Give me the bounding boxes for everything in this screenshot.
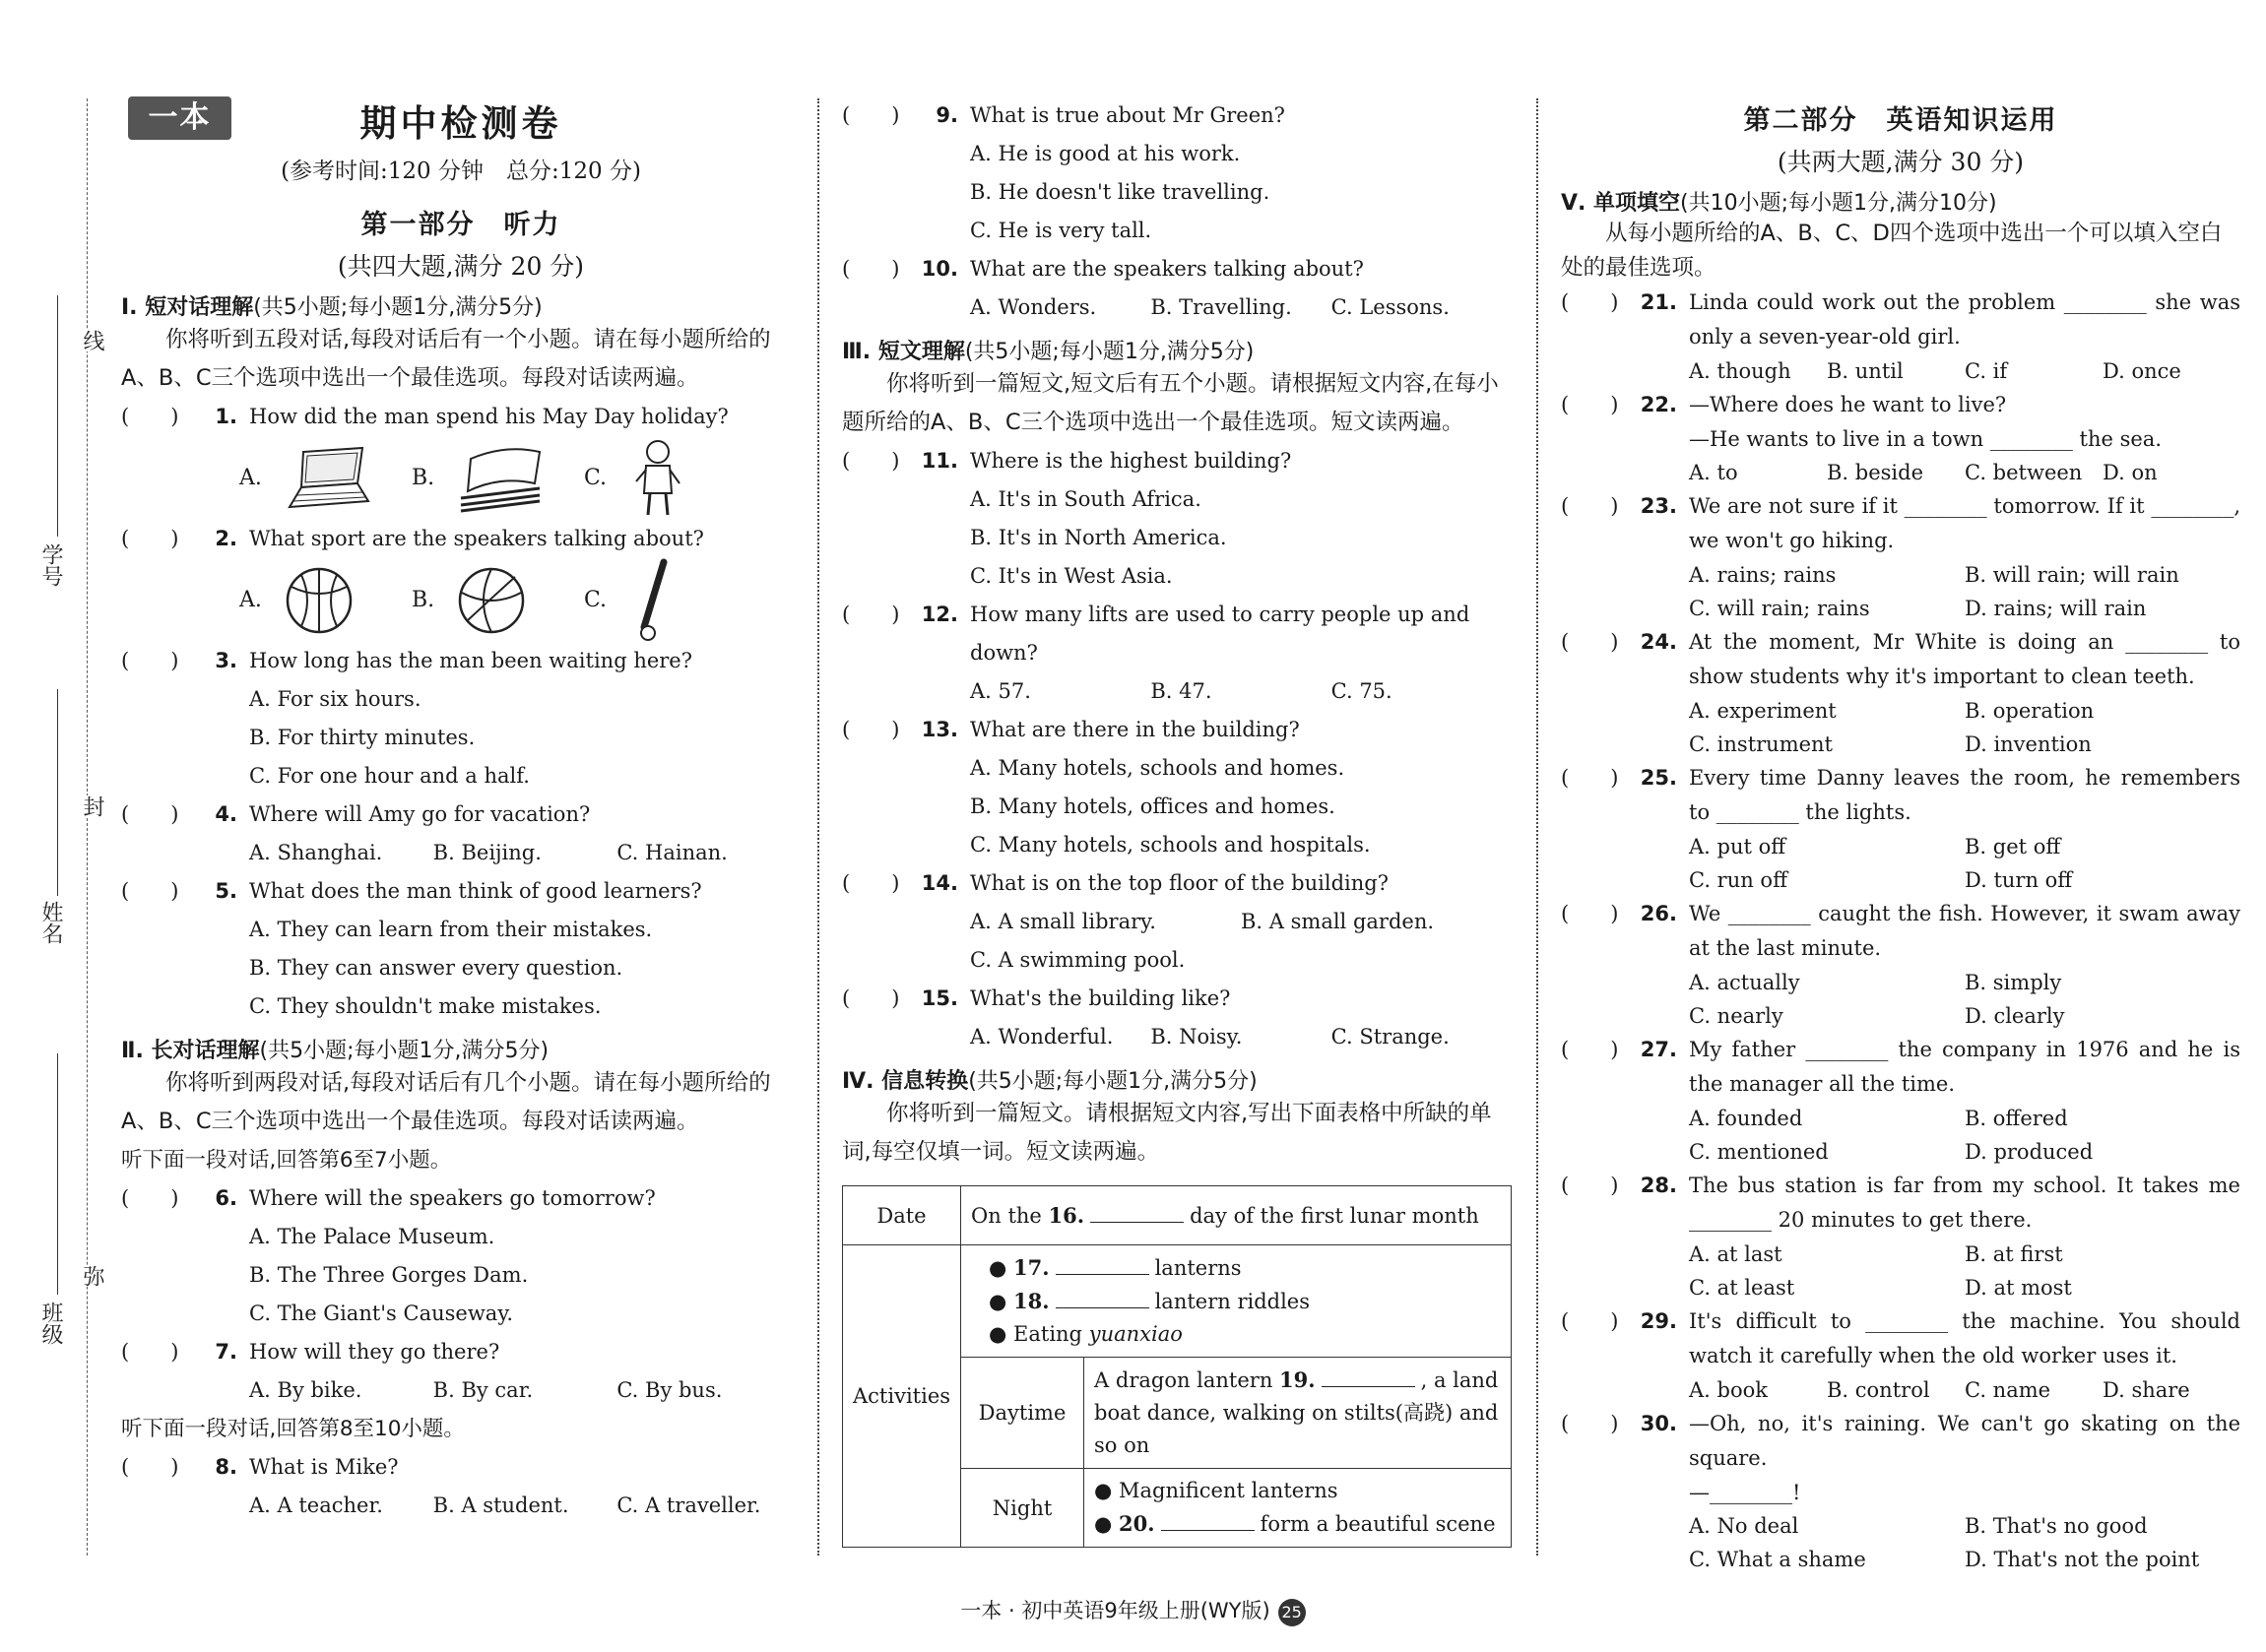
option-a[interactable]: A. rains; rains: [1689, 563, 1837, 587]
option-a[interactable]: A. put off: [1689, 835, 1786, 858]
option-c[interactable]: C. Many hotels, schools and hospitals.: [970, 833, 1371, 857]
q25-options-row1: [1561, 830, 2240, 863]
option-a[interactable]: A. The Palace Museum.: [249, 1225, 495, 1248]
q21-options: [1561, 354, 2240, 388]
answer-bracket[interactable]: ( ): [842, 871, 900, 895]
option-a[interactable]: A.: [239, 444, 412, 513]
option-d[interactable]: D. clearly: [1965, 1004, 2065, 1028]
option-a[interactable]: A. Shanghai.: [249, 841, 383, 864]
option-c[interactable]: C. if: [1965, 359, 2008, 383]
blank-18[interactable]: [1056, 1291, 1149, 1308]
option-d[interactable]: D. produced: [1965, 1140, 2094, 1164]
option-c[interactable]: C. By bus.: [616, 1378, 723, 1402]
footer-text: 一本 · 初中英语9年级上册(WY版): [960, 1599, 1270, 1622]
label-xuehao: 学号: [38, 543, 63, 587]
sub-instruction: 听下面一段对话,回答第8至10小题。: [121, 1417, 465, 1441]
blank-16[interactable]: [1090, 1205, 1184, 1223]
option-b[interactable]: B.: [412, 565, 584, 636]
option-a[interactable]: A. By bike.: [249, 1378, 362, 1402]
option-b[interactable]: B. 47.: [1150, 679, 1212, 703]
blank-19[interactable]: [1322, 1369, 1415, 1387]
question-3: ( ) 3. How long has the man been waiting here?: [121, 642, 801, 680]
question-13: ( ) 13. What are there in the building?: [842, 711, 1512, 749]
section-2-heading: Ⅱ. 长对话理解(共5小题;每小题1分,满分5分): [121, 1039, 550, 1063]
section-4-instructions: 你将听到一篇短文。请根据短文内容,写出下面表格中所缺的单词,每空仅填一词。短文读两遍。: [842, 1101, 1492, 1165]
option-a[interactable]: A. For six hours.: [249, 687, 421, 711]
option-a[interactable]: A. 57.: [970, 679, 1031, 703]
margin-mi: 弥: [77, 1265, 107, 1287]
option-d[interactable]: D. once: [2103, 359, 2181, 383]
option-a[interactable]: A. actually: [1689, 971, 1800, 994]
page-subtitle: (参考时间:120 分钟 总分:120 分): [281, 159, 641, 184]
section-4-heading: Ⅳ. 信息转换(共5小题;每小题1分,满分5分): [842, 1069, 1258, 1094]
option-c[interactable]: C. Hainan.: [616, 841, 728, 864]
option-b[interactable]: B.: [412, 444, 584, 513]
column-2: [842, 96, 1512, 1548]
option-a[interactable]: A. founded: [1689, 1107, 1803, 1130]
section-2-instructions: 你将听到两段对话,每段对话后有几个小题。请在每小题所给的A、B、C三个选项中选出一个最佳选项。每段对话读两遍。: [121, 1070, 771, 1134]
q12-options: [842, 672, 1512, 711]
q24-options-row1: [1561, 694, 2240, 728]
binding-margin: [0, 0, 104, 1652]
option-b[interactable]: B. That's no good: [1965, 1514, 2148, 1538]
sub-instruction: 听下面一段对话,回答第6至7小题。: [121, 1148, 452, 1173]
table-night-cell: ● Magnificent lanterns ● 20. form a beautiful scene: [1084, 1469, 1512, 1548]
bleachers-icon: [456, 444, 545, 513]
option-c[interactable]: C. Lessons.: [1330, 295, 1450, 319]
q23-options-row2: [1561, 592, 2240, 625]
answer-bracket[interactable]: ( ): [121, 1186, 179, 1210]
q30-line2: —________!: [1689, 1481, 1801, 1504]
option-c[interactable]: C. 75.: [1330, 679, 1392, 703]
option-b[interactable]: B. A small garden.: [1241, 910, 1435, 933]
option-d[interactable]: D. turn off: [1965, 868, 2073, 892]
option-c[interactable]: C. mentioned: [1689, 1140, 1829, 1164]
question-8: ( ) 8. What is Mike?: [121, 1448, 801, 1487]
page-title: 期中检测卷: [359, 101, 562, 145]
section-1-instructions: 你将听到五段对话,每段对话后有一个小题。请在每小题所给的A、B、C三个选项中选出一个最佳选项。每段对话读两遍。: [121, 327, 771, 391]
answer-bracket[interactable]: ( ): [1561, 1412, 1619, 1435]
option-c[interactable]: C. run off: [1689, 868, 1787, 892]
question-25: ( ) 25. Every time Danny leaves the room, he remembers to ________ the lights.: [1561, 761, 2240, 830]
column-1: [121, 94, 801, 1525]
option-a[interactable]: A. No deal: [1689, 1514, 1799, 1538]
question-9: ( ) 9. What is true about Mr Green?: [842, 96, 1512, 135]
option-d[interactable]: D. on: [2103, 461, 2158, 484]
question-26: ( ) 26. We ________ caught the fish. However, it swam away at the last minute.: [1561, 897, 2240, 966]
q26-options-row2: [1561, 999, 2240, 1033]
table-daytime-cell: A dragon lantern 19. , a land boat dance, walking on stilts(高跷) and so on: [1084, 1358, 1512, 1469]
option-c[interactable]: C. He is very tall.: [970, 219, 1152, 242]
option-b[interactable]: B. The Three Gorges Dam.: [249, 1263, 529, 1287]
option-b[interactable]: B. simply: [1965, 971, 2062, 994]
table-label-daytime: Daytime: [961, 1358, 1084, 1469]
q26-options-row1: [1561, 966, 2240, 999]
option-b[interactable]: B. will rain; will rain: [1965, 563, 2179, 587]
option-a[interactable]: A. though: [1689, 359, 1791, 383]
option-a[interactable]: A. to: [1689, 461, 1738, 484]
question-23: ( ) 23. We are not sure if it ________ tomorrow. If it ________, we won't go hiking.: [1561, 489, 2240, 558]
q22-line2: —He wants to live in a town ________ the sea.: [1689, 427, 2162, 451]
question-5: ( ) 5. What does the man think of good learners?: [121, 872, 801, 911]
option-a[interactable]: A. experiment: [1689, 699, 1837, 723]
q27-options-row1: [1561, 1102, 2240, 1135]
option-c[interactable]: C. They shouldn't make mistakes.: [249, 994, 602, 1018]
option-c[interactable]: C. For one hour and a half.: [249, 764, 530, 788]
info-table: [842, 1185, 1512, 1548]
answer-bracket[interactable]: ( ): [121, 1340, 179, 1364]
label-banji: 班级: [38, 1302, 63, 1345]
option-a[interactable]: A. Many hotels, schools and homes.: [970, 756, 1345, 780]
question-4: ( ) 4. Where will Amy go for vacation?: [121, 795, 801, 834]
option-d[interactable]: D. share: [2103, 1378, 2190, 1402]
title-block: [121, 94, 801, 185]
option-b[interactable]: B. Beijing.: [432, 841, 542, 864]
section-5-instructions: 从每小题所给的A、B、C、D四个选项中选出一个可以填入空白处的最佳选项。: [1561, 221, 2223, 281]
q15-options: [842, 1018, 1512, 1056]
page-footer: [0, 1595, 2266, 1626]
option-b[interactable]: B. until: [1827, 359, 1904, 383]
option-c[interactable]: C. instrument: [1689, 732, 1833, 756]
q24-options-row2: [1561, 728, 2240, 761]
answer-bracket[interactable]: ( ): [121, 527, 179, 550]
option-a[interactable]: A. at last: [1689, 1242, 1782, 1266]
q30-options-row1: [1561, 1509, 2240, 1543]
option-c[interactable]: C. at least: [1689, 1276, 1795, 1300]
answer-bracket[interactable]: ( ): [842, 603, 900, 626]
laptop-icon: [284, 444, 372, 513]
table-activities-cell: ● 17. lanterns ● 18. lantern riddles ● Eating yuanxiao: [961, 1245, 1512, 1358]
option-b[interactable]: B. A student.: [432, 1493, 569, 1517]
blank-17[interactable]: [1056, 1257, 1149, 1275]
question-15: ( ) 15. What's the building like?: [842, 980, 1512, 1018]
question-2: ( ) 2. What sport are the speakers talking about?: [121, 520, 801, 558]
answer-bracket[interactable]: ( ): [1561, 393, 1619, 416]
answer-bracket[interactable]: ( ): [1561, 902, 1619, 925]
section-3-instructions: 你将听到一篇短文,短文后有五个小题。请根据短文内容,在每小题所给的A、B、C三个选项中选出一个最佳选项。短文读两遍。: [842, 371, 1499, 435]
margin-xian: 线: [77, 330, 107, 351]
q4-options: [121, 834, 801, 872]
option-a[interactable]: A. A teacher.: [249, 1493, 383, 1517]
column-divider: [817, 98, 819, 1556]
option-c[interactable]: C. A traveller.: [616, 1493, 761, 1517]
answer-bracket[interactable]: ( ): [121, 802, 179, 826]
option-c[interactable]: C. nearly: [1689, 1004, 1783, 1028]
option-b[interactable]: B. get off: [1965, 835, 2061, 858]
option-b[interactable]: B. By car.: [432, 1378, 534, 1402]
option-d[interactable]: D. rains; will rain: [1965, 597, 2147, 620]
q2-options: [121, 558, 801, 642]
label-xingming: 姓名: [38, 901, 63, 944]
answer-bracket[interactable]: ( ): [842, 257, 900, 281]
option-c[interactable]: C. name: [1965, 1378, 2051, 1402]
column-3: [1561, 98, 2240, 1576]
option-b[interactable]: B. Noisy.: [1150, 1025, 1243, 1048]
q10-options: [842, 288, 1512, 327]
q1-options: [121, 436, 801, 520]
option-b[interactable]: B. at first: [1965, 1242, 2063, 1266]
answer-bracket[interactable]: ( ): [121, 879, 179, 903]
answer-bracket[interactable]: ( ): [1561, 1038, 1619, 1061]
page-number: 25: [1278, 1599, 1306, 1626]
basketball-icon: [284, 565, 355, 636]
option-b[interactable]: B. It's in North America.: [970, 526, 1227, 549]
answer-bracket[interactable]: ( ): [121, 649, 179, 672]
question-30: ( ) 30. —Oh, no, it's raining. We can't go skating on the square.: [1561, 1407, 2240, 1476]
column-divider: [1536, 98, 1538, 1556]
q28-options-row1: [1561, 1238, 2240, 1271]
option-c[interactable]: C. The Giant's Causeway.: [249, 1302, 514, 1325]
option-a[interactable]: A. They can learn from their mistakes.: [249, 918, 653, 941]
option-b[interactable]: B. operation: [1965, 699, 2095, 723]
question-14: ( ) 14. What is on the top floor of the building?: [842, 864, 1512, 903]
section-1-heading: Ⅰ. 短对话理解(共5小题;每小题1分,满分5分): [121, 295, 543, 320]
answer-bracket[interactable]: ( ): [121, 405, 179, 428]
xuehao-line: [57, 295, 58, 537]
table-label-night: Night: [961, 1469, 1084, 1548]
option-a[interactable]: A. Wonders.: [970, 295, 1097, 319]
question-27: ( ) 27. My father ________ the company in 1976 and he is the manager all the time.: [1561, 1033, 2240, 1102]
option-a[interactable]: A. It's in South Africa.: [970, 487, 1201, 511]
question-21: ( ) 21. Linda could work out the problem ________ she was only a seven-year-old girl.: [1561, 286, 2240, 354]
option-b[interactable]: B. offered: [1965, 1107, 2068, 1130]
question-29: ( ) 29. It's difficult to ________ the machine. You should watch it carefully when the old worker uses it.: [1561, 1304, 2240, 1373]
option-b[interactable]: B. beside: [1827, 461, 1924, 484]
q22-options: [1561, 456, 2240, 489]
q14-options: [842, 903, 1512, 941]
part2-sub: (共两大题,满分 30 分): [1777, 148, 2025, 176]
table-label-date: Date: [843, 1186, 961, 1245]
option-c[interactable]: C. between: [1965, 461, 2083, 484]
option-d[interactable]: D. at most: [1965, 1276, 2072, 1300]
option-c[interactable]: C. Strange.: [1330, 1025, 1450, 1048]
question-24: ( ) 24. At the moment, Mr White is doing an ________ to show students why it's important to clean teeth.: [1561, 625, 2240, 694]
q25-options-row2: [1561, 863, 2240, 897]
blank-20[interactable]: [1161, 1513, 1255, 1531]
answer-bracket[interactable]: ( ): [1561, 494, 1619, 518]
option-c[interactable]: C.: [584, 558, 756, 642]
question-1: ( ) 1. How did the man spend his May Day holiday?: [121, 398, 801, 436]
option-c[interactable]: C. What a shame: [1689, 1548, 1866, 1571]
answer-bracket[interactable]: ( ): [842, 103, 900, 127]
baseball-bat-icon: [628, 558, 678, 642]
question-11: ( ) 11. Where is the highest building?: [842, 442, 1512, 480]
q7-options: [121, 1371, 801, 1410]
option-c[interactable]: C. A swimming pool.: [970, 948, 1186, 972]
hiker-icon: [628, 436, 687, 520]
option-b[interactable]: B. For thirty minutes.: [249, 726, 476, 749]
banji-line: [57, 1053, 58, 1295]
option-b[interactable]: B. Many hotels, offices and homes.: [970, 794, 1335, 818]
option-c[interactable]: C. It's in West Asia.: [970, 564, 1173, 588]
option-b[interactable]: B. He doesn't like travelling.: [970, 180, 1270, 204]
answer-bracket[interactable]: ( ): [1561, 1309, 1619, 1333]
answer-bracket[interactable]: ( ): [121, 1455, 179, 1479]
margin-feng: 封: [77, 795, 107, 817]
option-c[interactable]: C. will rain; rains: [1689, 597, 1870, 620]
option-a[interactable]: A. book: [1689, 1378, 1768, 1402]
table-date-cell: On the 16. day of the first lunar month: [961, 1186, 1512, 1245]
question-6: ( ) 6. Where will the speakers go tomorrow?: [121, 1179, 801, 1218]
question-22: ( ) 22. —Where does he want to live?: [1561, 388, 2240, 422]
part1-title: 第一部分 听力: [360, 210, 561, 240]
brand-logo: 一本: [128, 96, 231, 140]
option-d[interactable]: D. That's not the point: [1965, 1548, 2200, 1571]
xingming-line: [57, 689, 58, 896]
q27-options-row2: [1561, 1135, 2240, 1169]
option-b[interactable]: B. Travelling.: [1150, 295, 1292, 319]
option-a[interactable]: A. He is good at his work.: [970, 142, 1241, 165]
question-12: ( ) 12. How many lifts are used to carry people up and down?: [842, 596, 1512, 672]
answer-bracket[interactable]: ( ): [1561, 630, 1619, 654]
table-label-activities: Activities: [843, 1245, 961, 1548]
option-b[interactable]: B. They can answer every question.: [249, 956, 623, 980]
answer-bracket[interactable]: ( ): [842, 718, 900, 741]
q8-options: [121, 1487, 801, 1525]
part2-title: 第二部分 英语知识运用: [1743, 105, 2058, 136]
q30-options-row2: [1561, 1543, 2240, 1576]
option-b[interactable]: B. control: [1827, 1378, 1930, 1402]
answer-bracket[interactable]: ( ): [1561, 766, 1619, 790]
option-d[interactable]: D. invention: [1965, 732, 2092, 756]
section-5-heading: Ⅴ. 单项填空(共10小题;每小题1分,满分10分): [1561, 191, 1997, 216]
answer-bracket[interactable]: ( ): [1561, 290, 1619, 314]
answer-bracket[interactable]: ( ): [842, 986, 900, 1010]
question-7: ( ) 7. How will they go there?: [121, 1333, 801, 1371]
question-28: ( ) 28. The bus station is far from my school. It takes me ________ 20 minutes to get there.: [1561, 1169, 2240, 1238]
q29-options: [1561, 1373, 2240, 1407]
question-10: ( ) 10. What are the speakers talking about?: [842, 250, 1512, 288]
answer-bracket[interactable]: ( ): [842, 449, 900, 473]
q28-options-row2: [1561, 1271, 2240, 1304]
option-a[interactable]: A. Wonderful.: [970, 1025, 1114, 1048]
q23-options-row1: [1561, 558, 2240, 592]
section-3-heading: Ⅲ. 短文理解(共5小题;每小题1分,满分5分): [842, 340, 1255, 364]
option-c[interactable]: C.: [584, 436, 756, 520]
volleyball-icon: [456, 565, 527, 636]
answer-bracket[interactable]: ( ): [1561, 1174, 1619, 1197]
cut-line: [87, 98, 88, 1556]
part1-sub: (共四大题,满分 20 分): [337, 252, 585, 281]
option-a[interactable]: A.: [239, 565, 412, 636]
option-a[interactable]: A. A small library.: [970, 910, 1156, 933]
